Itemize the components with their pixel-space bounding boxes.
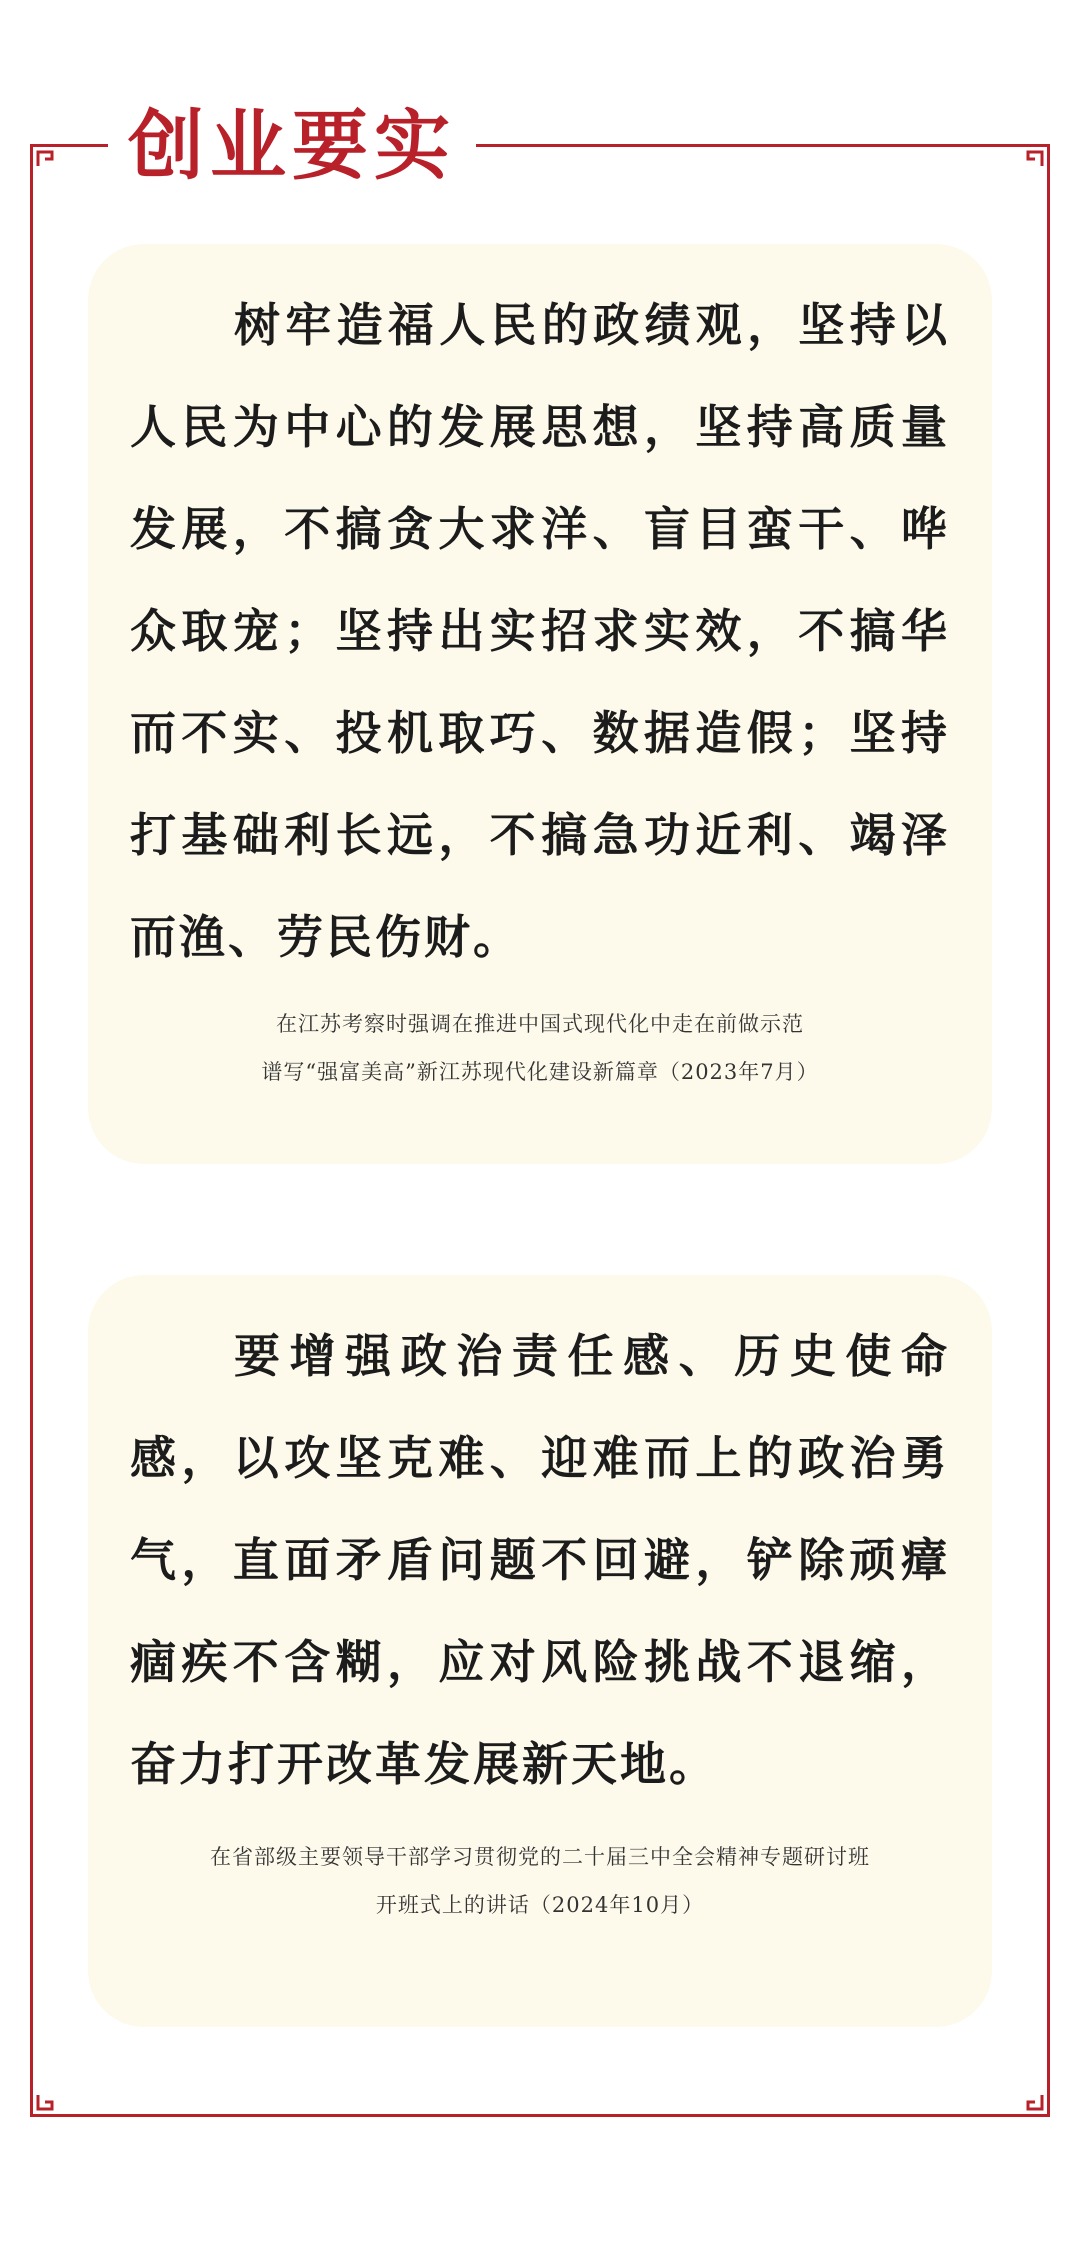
quote-source-2-line-1: 在省部级主要领导干部学习贯彻党的二十届三中全会精神专题研讨班 [210,1845,870,1869]
frame-left-line [30,172,33,2090]
quote-source-1-line-1: 在江苏考察时强调在推进中国式现代化中走在前做示范 [276,1012,804,1036]
quote-source-2-line-2: 开班式上的讲话（2024年10月） [375,1893,705,1917]
corner-ornament-bottom-left [30,2087,60,2117]
section-title: 创业要实 [108,98,476,194]
quote-card-2 [88,1275,992,2027]
quote-card-1 [88,244,992,1164]
frame-right-line [1047,172,1050,2090]
quote-source-1-line-2: 谱写“强富美高”新江苏现代化建设新篇章（2023年7月） [261,1060,819,1084]
corner-ornament-top-right [1020,144,1050,174]
corner-ornament-top-left [30,144,60,174]
frame-bottom-line [58,2114,1022,2117]
quote-text-2: 要增强政治责任感、历史使命感，以攻坚克难、迎难而上的政治勇气，直面矛盾问题不回避，铲除顽瘴痼疾不含糊，应对风险挑战不退缩，奋力打开改革发展新天地。 [130,1329,950,1791]
quote-source-1 [128,1000,952,1096]
quote-source-2 [128,1833,952,1929]
quote-text-1: 树牢造福人民的政绩观，坚持以人民为中心的发展思想，坚持高质量发展，不搞贪大求洋、盲目蛮干、哗众取宠；坚持出实招求实效，不搞华而不实、投机取巧、数据造假；坚持打基础利长远，不搞急功近利、竭泽而渔、劳民伤财。 [130,298,950,964]
corner-ornament-bottom-right [1020,2087,1050,2117]
